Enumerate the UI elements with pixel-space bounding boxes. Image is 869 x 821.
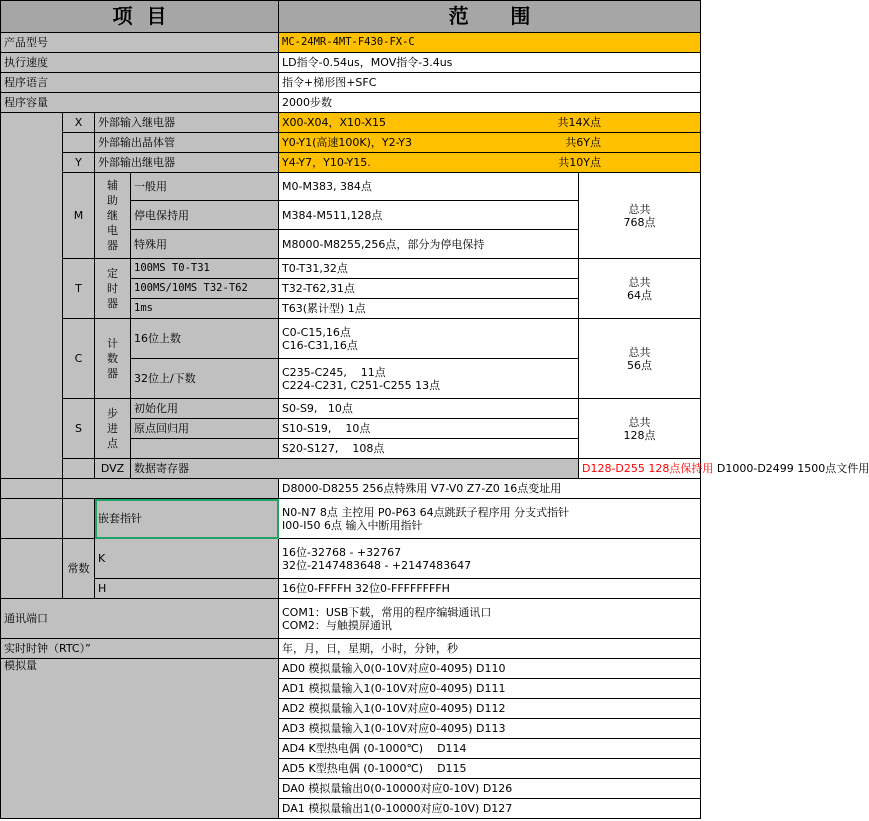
- nesting-label[interactable]: 嵌套指针: [95, 499, 279, 539]
- t-vertical-label: 定 时 器: [95, 259, 131, 319]
- transistor-value: [279, 133, 701, 153]
- m-general-label: 一般用: [131, 173, 279, 201]
- transistor-total: 共6Y点: [565, 136, 601, 149]
- const-k-code: K: [95, 539, 279, 579]
- comm-label: 通讯端口: [1, 599, 279, 639]
- x-input-total: 共14X点: [557, 116, 601, 129]
- m-special-value: M8000-M8255,256点，部分为停电保持: [279, 230, 579, 259]
- t-total: 总共 64点: [579, 259, 701, 319]
- transistor-code: [63, 133, 95, 153]
- s-init-label: 初始化用: [131, 399, 279, 419]
- dvz-special-value: D8000-D8255 256点特殊用 V7-V0 Z7-Z0 16点变址用: [279, 479, 701, 499]
- s-general-value: S20-S127, 108点: [279, 439, 579, 459]
- program-cap-value: 2000步数: [279, 93, 701, 113]
- transistor-range: Y0-Y1(高速100K)，Y2-Y3: [282, 136, 412, 149]
- dvz-value: [579, 459, 869, 479]
- t-100ms-value: T0-T31,32点: [279, 259, 579, 279]
- m-total: 总共 768点: [579, 173, 701, 259]
- t-code: T: [63, 259, 95, 319]
- analog-da1: DA1 模拟量输出1(0-10000对应0-10V) D127: [279, 799, 701, 819]
- t-10ms-label: 100MS/10MS T32-T62: [131, 279, 279, 299]
- t-100ms-label: 100MS T0-T31: [131, 259, 279, 279]
- x-code: X: [63, 113, 95, 133]
- dvz-code: DVZ: [95, 459, 131, 479]
- s-general-label: [131, 439, 279, 459]
- m-code: M: [63, 173, 95, 259]
- nesting-spacer-a: [1, 499, 63, 539]
- const-h-value: 16位0-FFFFH 32位0-FFFFFFFFH: [279, 579, 701, 599]
- dvz-retain-range: D128-D255 128点保持用: [582, 462, 714, 475]
- t-10ms-value: T32-T62,31点: [279, 279, 579, 299]
- analog-da0: DA0 模拟量输出0(0-10000对应0-10V) D126: [279, 779, 701, 799]
- m-general-value: M0-M383, 384点: [279, 173, 579, 201]
- y-output-value: [279, 153, 701, 173]
- s-total: 总共 128点: [579, 399, 701, 459]
- s-init-value: S0-S9, 10点: [279, 399, 579, 419]
- dvz2-spacer-b: [63, 479, 279, 499]
- y-code: Y: [63, 153, 95, 173]
- analog-ad1: AD1 模拟量输入1(0-10V对应0-4095) D111: [279, 679, 701, 699]
- c-32bit-value: C235-C245, 11点 C224-C231, C251-C255 13点: [279, 359, 579, 399]
- io-group-spacer: [1, 113, 63, 479]
- transistor-label: 外部输出晶体管: [95, 133, 279, 153]
- const-k-value: 16位-32768 - +32767 32位-2147483648 - +2147483647: [279, 539, 701, 579]
- s-code: S: [63, 399, 95, 459]
- analog-ad5: AD5 K型热电偶 (0-1000℃) D115: [279, 759, 701, 779]
- analog-ad2: AD2 模拟量输入1(0-10V对应0-4095) D112: [279, 699, 701, 719]
- analog-label: 模拟量: [1, 659, 279, 819]
- c-total: 总共 56点: [579, 319, 701, 399]
- analog-ad0: AD0 模拟量输入0(0-10V对应0-4095) D110: [279, 659, 701, 679]
- s-origin-value: S10-S19, 10点: [279, 419, 579, 439]
- header-range: 范 围: [279, 1, 701, 33]
- t-1ms-value: T63(累计型) 1点: [279, 299, 579, 319]
- y-output-total: 共10Y点: [558, 156, 601, 169]
- m-retain-label: 停电保持用: [131, 201, 279, 230]
- x-input-label: 外部输入继电器: [95, 113, 279, 133]
- c-code: C: [63, 319, 95, 399]
- dvz-file-range: D1000-D2499 1500点文件用: [713, 462, 869, 475]
- t-1ms-label: 1ms: [131, 299, 279, 319]
- comm-value: COM1：USB下载，常用的程序编辑通讯口 COM2：与触摸屏通讯: [279, 599, 701, 639]
- program-cap-label: 程序容量: [1, 93, 279, 113]
- s-vertical-label: 步 进 点: [95, 399, 131, 459]
- const-spacer: [1, 539, 63, 599]
- program-lang-label: 程序语言: [1, 73, 279, 93]
- exec-speed-value: LD指令-0.54us，MOV指令-3.4us: [279, 53, 701, 73]
- dvz-label: 数据寄存器: [131, 459, 579, 479]
- dvz2-spacer-a: [1, 479, 63, 499]
- c-32bit-label: 32位上/下数: [131, 359, 279, 399]
- const-h-code: H: [95, 579, 279, 599]
- exec-speed-label: 执行速度: [1, 53, 279, 73]
- nesting-value: N0-N7 8点 主控用 P0-P63 64点跳跃子程序用 分支式指针 I00-I50 6点 输入中断用指针: [279, 499, 701, 539]
- header-item: 项 目: [1, 1, 279, 33]
- y-output-label: 外部输出继电器: [95, 153, 279, 173]
- rtc-value: 年，月，日，星期，小时，分钟，秒: [279, 639, 701, 659]
- dvz-spacer: [63, 459, 95, 479]
- product-model-value: MC-24MR-4MT-F430-FX-C: [279, 33, 701, 53]
- m-vertical-label: 辅 助 继 电 器: [95, 173, 131, 259]
- product-model-label: 产品型号: [1, 33, 279, 53]
- nesting-spacer-b: [63, 499, 95, 539]
- program-lang-value: 指令+梯形图+SFC: [279, 73, 701, 93]
- c-16bit-label: 16位上数: [131, 319, 279, 359]
- m-special-label: 特殊用: [131, 230, 279, 259]
- c-16bit-value: C0-C15,16点 C16-C31,16点: [279, 319, 579, 359]
- analog-ad3: AD3 模拟量输入1(0-10V对应0-4095) D113: [279, 719, 701, 739]
- x-input-value: [279, 113, 701, 133]
- y-output-range: Y4-Y7，Y10-Y15.: [282, 156, 371, 169]
- analog-ad4: AD4 K型热电偶 (0-1000℃) D114: [279, 739, 701, 759]
- m-retain-value: M384-M511,128点: [279, 201, 579, 230]
- s-origin-label: 原点回归用: [131, 419, 279, 439]
- const-label: 常数: [63, 539, 95, 599]
- rtc-label: 实时时钟（RTC）”: [1, 639, 279, 659]
- c-vertical-label: 计 数 器: [95, 319, 131, 399]
- x-input-range: X00-X04，X10-X15: [282, 116, 386, 129]
